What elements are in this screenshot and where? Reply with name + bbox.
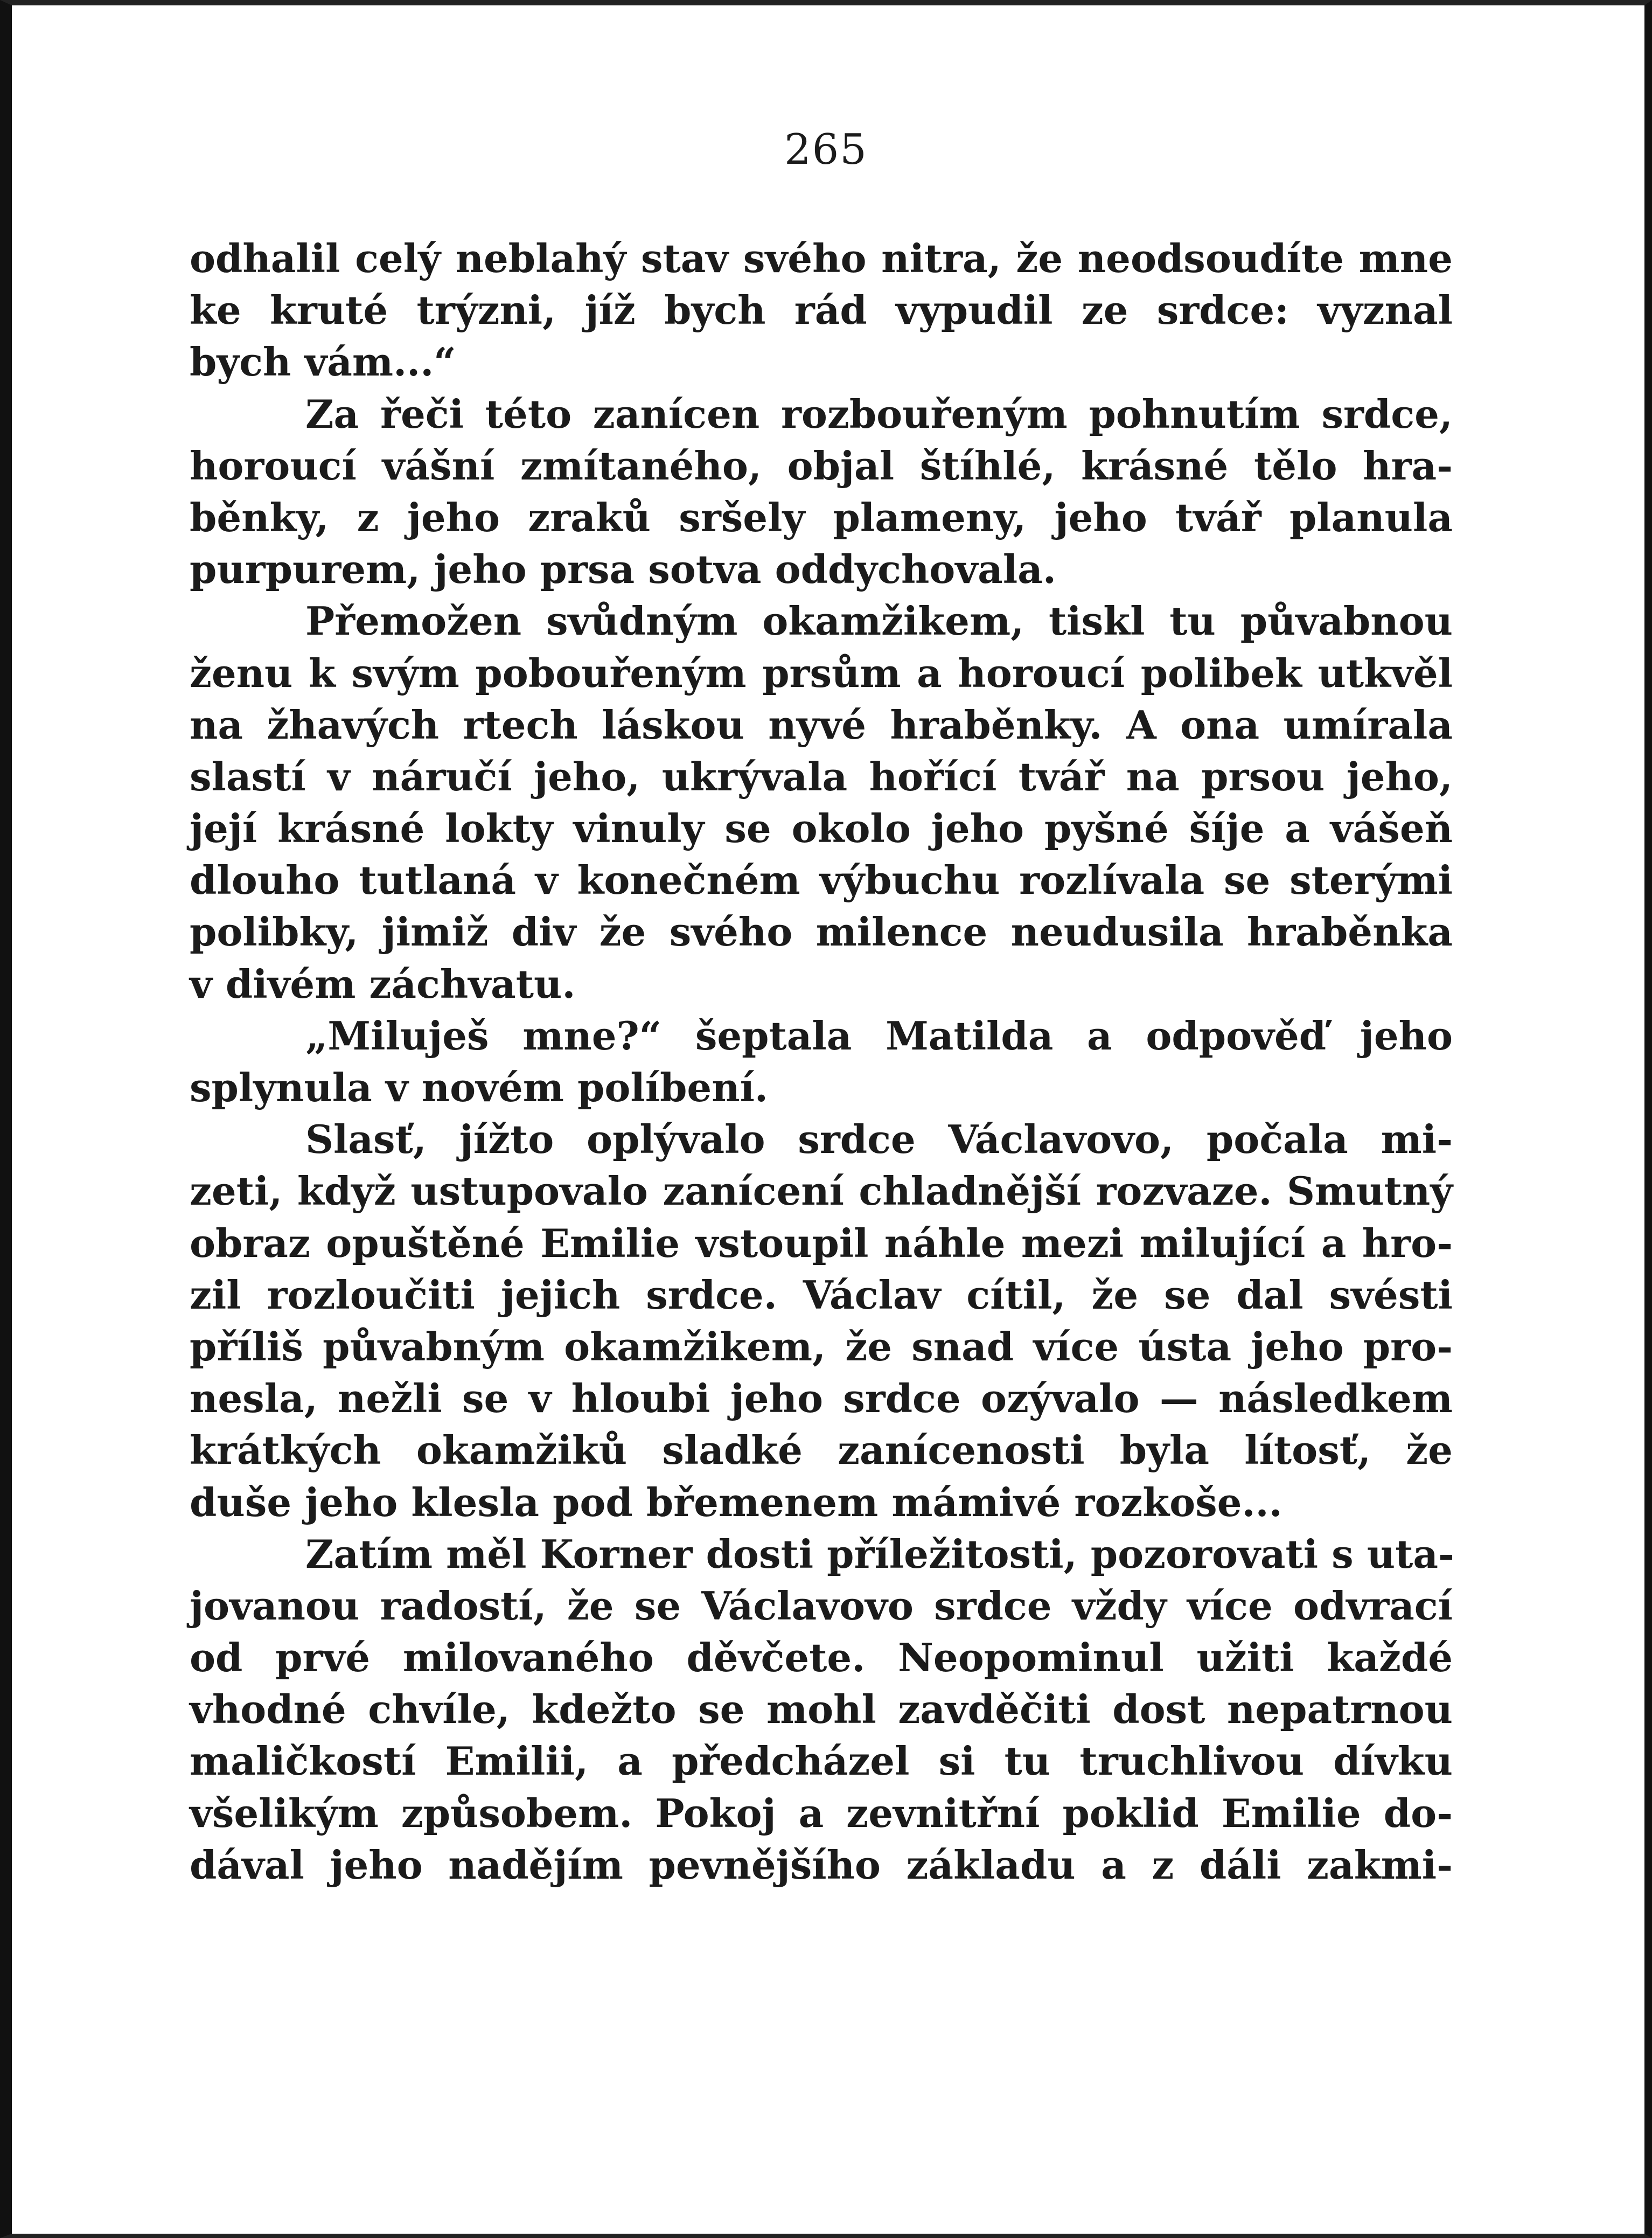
text-line: slastí v náručí jeho, ukrývala hořící tvář na prsou jeho, <box>190 753 1453 800</box>
text-line: purpurem, jeho prsa sotva oddychovala. <box>190 546 1056 593</box>
text-line: dlouho tutlaná v konečném výbuchu rozlívala se sterými <box>190 857 1453 903</box>
text-line: Slasť, jížto oplývalo srdce Václavovo, počala mi- <box>305 1116 1453 1163</box>
text-line: ke kruté trýzni, jíž bych rád vypudil ze srdce: vyznal <box>190 287 1453 333</box>
text-line: jovanou radostí, že se Václavovo srdce vždy více odvrací <box>190 1582 1453 1629</box>
text-line: Za řeči této zanícen rozbouřeným pohnutím srdce, <box>305 391 1453 437</box>
text-line: zil rozloučiti jejich srdce. Václav cítil, že se dal svésti <box>190 1271 1453 1318</box>
text-line: bych vám...“ <box>190 339 456 385</box>
page-number: 265 <box>784 126 868 174</box>
body-text <box>190 233 1453 1891</box>
text-line: vhodné chvíle, kdežto se mohl zavděčiti dost nepatrnou <box>190 1686 1453 1733</box>
text-line: splynula v novém políbení. <box>190 1065 768 1110</box>
text-line: obraz opuštěné Emilie vstoupil náhle mezi milující a hro- <box>190 1220 1453 1266</box>
text-line: všelikým způsobem. Pokoj a zevnitřní poklid Emilie do- <box>190 1790 1453 1836</box>
text-line: krátkých okamžiků sladké zanícenosti byla lítosť, že <box>190 1427 1453 1474</box>
text-line: polibky, jimiž div že svého milence neudusila hraběnka <box>190 909 1453 955</box>
text-line: odhalil celý neblahý stav svého nitra, že neodsoudíte mne <box>190 235 1453 281</box>
text-line: běnky, z jeho zraků sršely plameny, jeho tvář planula <box>190 494 1453 540</box>
text-line: ženu k svým pobouřeným prsům a horoucí polibek utkvěl <box>190 650 1453 696</box>
text-line: její krásné lokty vinuly se okolo jeho pyšné šíje a vášeň <box>190 805 1453 852</box>
text-line: v divém záchvatu. <box>190 961 576 1007</box>
text-line: příliš půvabným okamžikem, že snad více ústa jeho pro- <box>190 1323 1453 1370</box>
text-line: maličkostí Emilii, a předcházel si tu truchlivou dívku <box>190 1738 1453 1784</box>
text-line: nesla, nežli se v hloubi jeho srdce ozývalo — následkem <box>190 1375 1453 1422</box>
text-line: zeti, když ustupovalo zanícení chladnější rozvaze. Smutný <box>190 1168 1453 1214</box>
text-line: na žhavých rtech láskou nyvé hraběnky. A ona umírala <box>190 701 1453 748</box>
text-line: horoucí vášní zmítaného, objal štíhlé, krásné tělo hra- <box>190 442 1453 489</box>
text-line: duše jeho klesla pod břemenem mámivé rozkoše... <box>190 1479 1282 1525</box>
text-line: Přemožen svůdným okamžikem, tiskl tu půvabnou <box>305 598 1453 644</box>
text-line: dával jeho nadějím pevnějšího základu a z dáli zakmi- <box>190 1841 1453 1888</box>
text-line: „Miluješ mne?“ šeptala Matilda a odpověď jeho <box>305 1012 1453 1059</box>
text-line: Zatím měl Korner dosti příležitosti, pozorovati s uta- <box>305 1531 1454 1577</box>
text-line: od prvé milovaného děvčete. Neopominul užiti každé <box>190 1635 1453 1681</box>
